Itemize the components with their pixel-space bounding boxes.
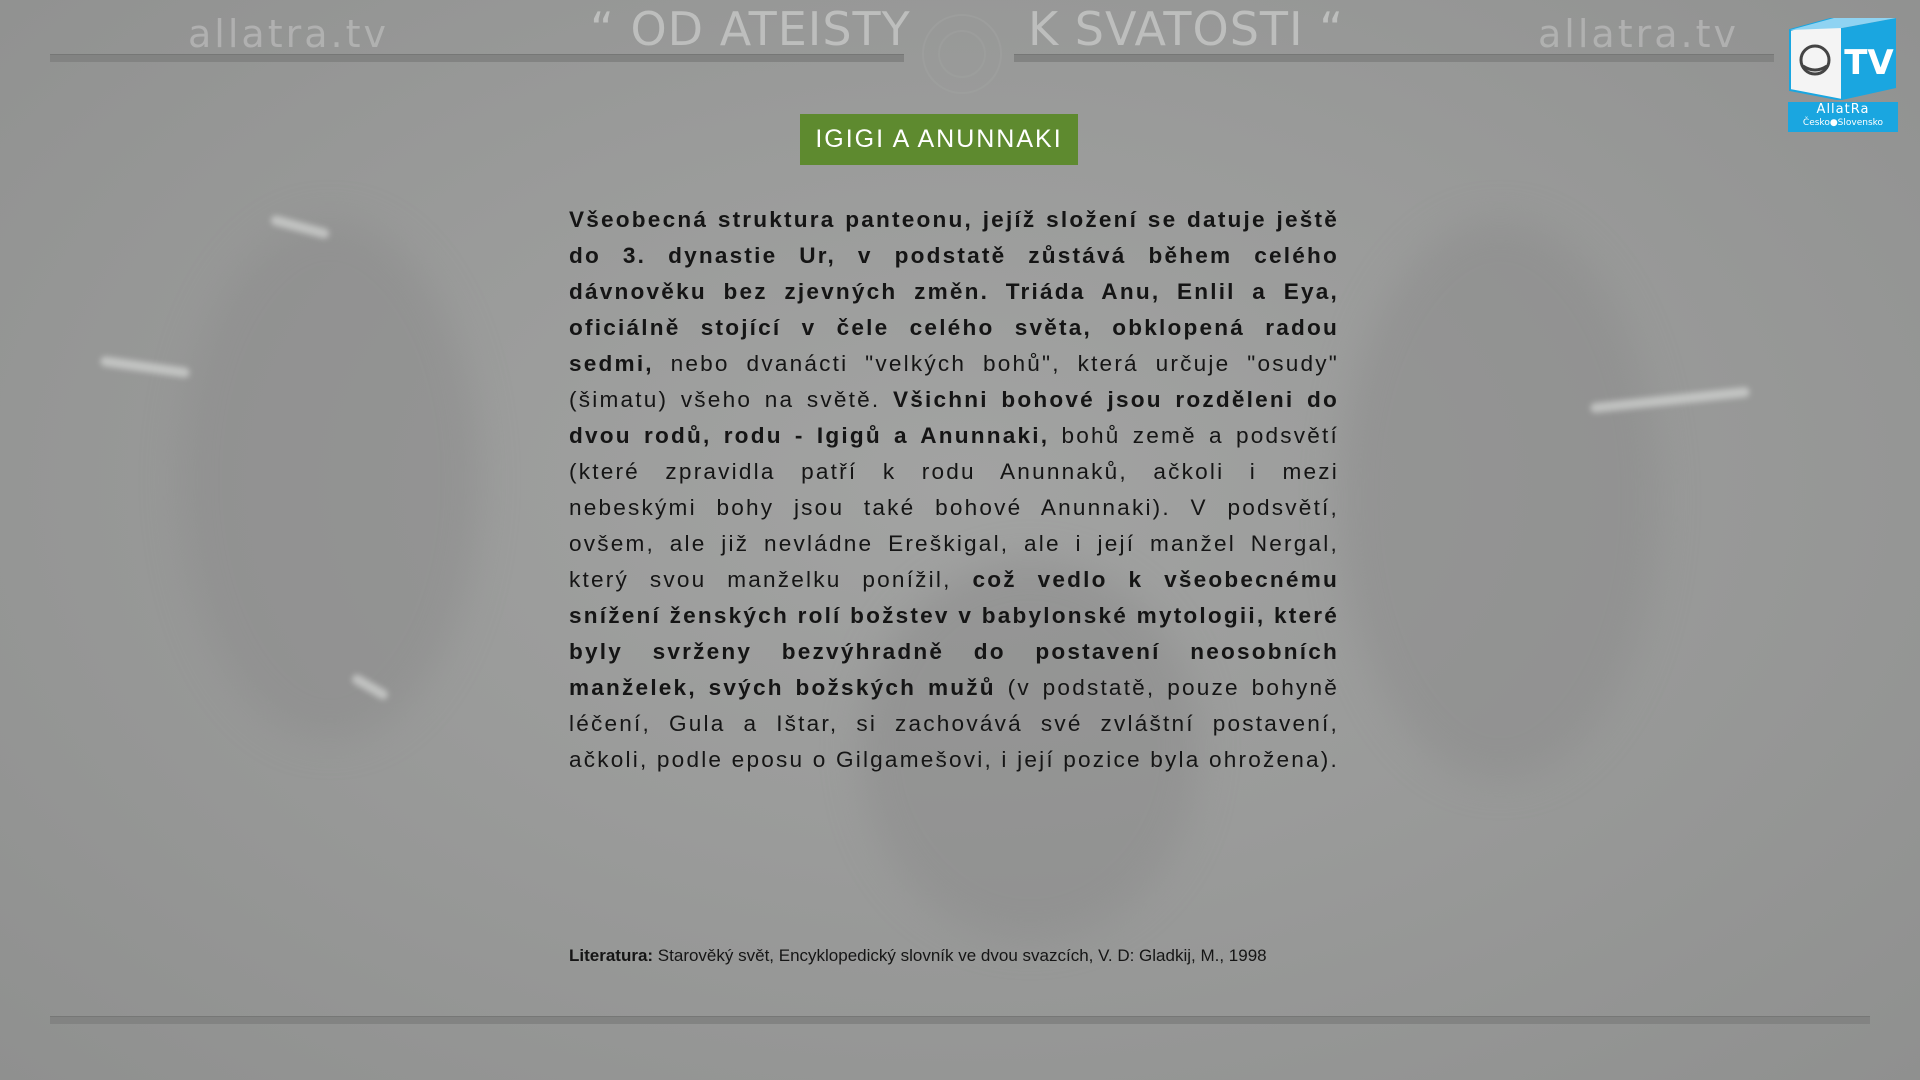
series-title-part1: “ OD ATEISTY <box>590 2 911 56</box>
bottom-rule <box>50 1016 1870 1024</box>
body-segment: nebo dvanácti "velkých bohů", která určuje "osudy" (šimatu) všeho na světě. <box>569 351 1339 412</box>
background-figure <box>180 220 480 740</box>
body-segment: Všichni bohové jsou rozděleni do dvou rodů, rodu - Igigů a Anunnaki, <box>569 387 1339 448</box>
logo-region: Česko●Slovensko <box>1802 118 1884 128</box>
watermark-right: allatra.tv <box>1538 12 1739 56</box>
literature-reference <box>569 944 1339 968</box>
body-paragraph <box>569 202 1339 778</box>
section-heading: IGIGI A ANUNNAKI <box>800 114 1078 165</box>
logo-tv-text: TV <box>1844 43 1894 83</box>
literature-label: Literatura: <box>569 946 654 965</box>
watermark-left: allatra.tv <box>188 12 389 56</box>
body-segment: bohů země a podsvětí (které zpravidla patří k rodu Anunnaků, ačkoli i mezi nebeskými bohy jsou také bohové Anunnaki). V podsvětí, ovšem, ale již nevládne Ereškigal, ale i její manžel Nergal, který svou manželku ponížil, <box>569 423 1340 592</box>
body-segment: což vedlo k všeobecnému snížení ženských rolí božstev v babylonské mytologii, které byly svrženy bezvýhradně do postavení neosobních manželek, svých božských mužů <box>569 567 1339 700</box>
series-title-part2: K SVATOSTI “ <box>1028 2 1345 56</box>
background-figure <box>1340 220 1660 780</box>
literature-text: Starověký svět, Encyklopedický slovník ve dvou svazcích, V. D: Gladkij, M., 1998 <box>653 946 1267 965</box>
logo-name: AllatRa <box>1816 102 1870 117</box>
body-segment: Všeobecná struktura panteonu, jejíž složení se datuje ještě do 3. dynastie Ur, v podstatě zůstává během celého dávnověku bez zjevných změn. Triáda Anu, Enlil a Eya, oficiálně stojící v čele celého světa, obklopená radou sedmi, <box>569 207 1339 376</box>
allatra-tv-logo <box>1786 18 1898 132</box>
body-segment: (v podstatě, pouze bohyně léčení, Gula a Ištar, si zachovává své zvláštní postavení, ačkoli, podle eposu o Gilgamešovi, i její pozice byla ohrožena). <box>569 675 1340 772</box>
tv-cube-icon <box>1788 18 1898 100</box>
logo-label <box>1788 102 1898 132</box>
center-emblem <box>922 14 1002 94</box>
background-streak <box>100 356 191 378</box>
